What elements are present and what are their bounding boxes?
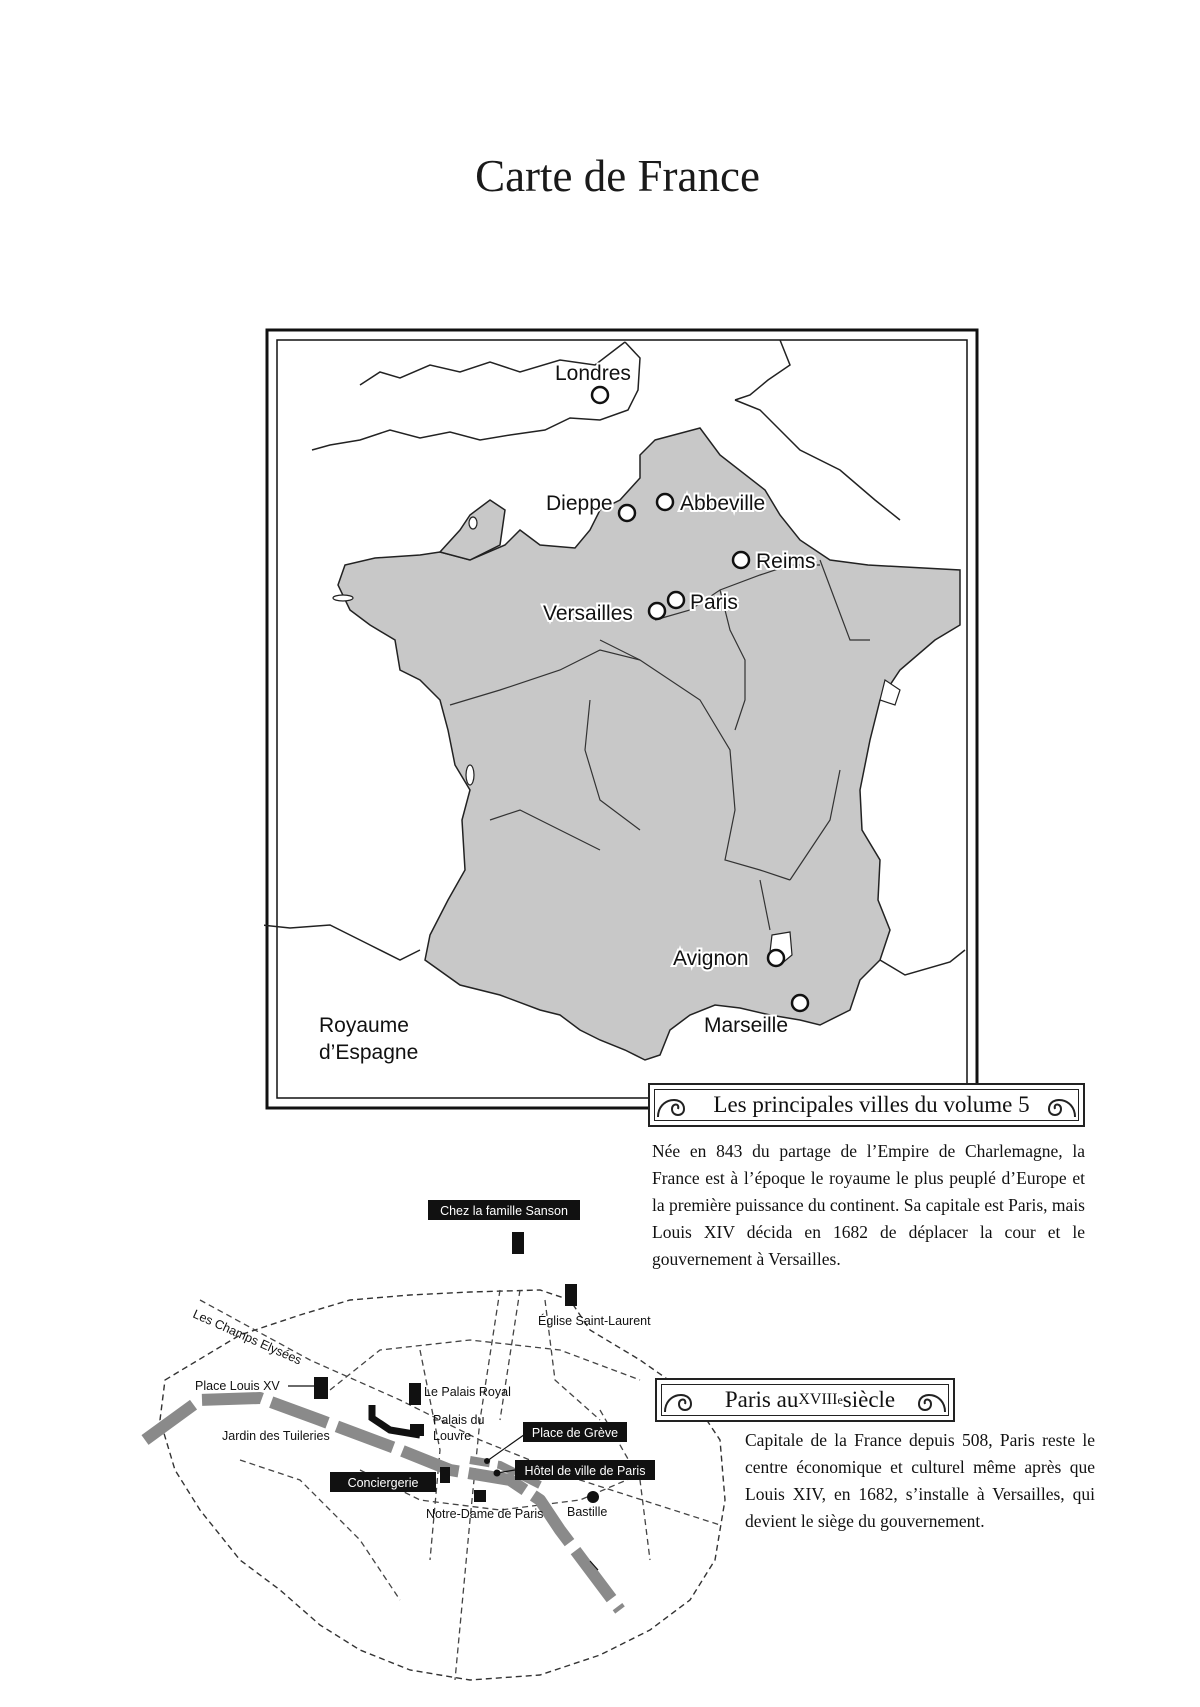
paris-banner xyxy=(655,1378,955,1422)
label-conciergerie: Conciergerie xyxy=(347,1476,419,1490)
island xyxy=(469,517,477,529)
eglise-marker xyxy=(565,1284,577,1306)
city-marker-avignon xyxy=(768,950,784,966)
city-marker-dieppe xyxy=(619,505,635,521)
label-notre-dame: Notre-Dame de Paris xyxy=(426,1507,544,1521)
label-place-louis: Place Louis XV xyxy=(195,1379,280,1393)
villes-text: Née en 843 du partage de l’Empire de Charlemagne, la France est à l’époque le royaume le plus peuplé d’Europe et la première puissance du continent. Sa capitale est Paris, mais Louis XIV décida en 1682 de déplacer la cour et le gouvernement à Versailles. xyxy=(652,1141,1085,1269)
label-sanson: Chez la famille Sanson xyxy=(440,1204,568,1218)
region-label-line2: d’Espagne xyxy=(319,1041,419,1064)
paris-map xyxy=(130,1180,730,1700)
city-marker-reims xyxy=(733,552,749,568)
city-marker-paris xyxy=(668,592,684,608)
page-title: Carte de France xyxy=(475,151,760,201)
island xyxy=(333,595,353,601)
city-label-avignon: Avignon xyxy=(673,947,749,970)
label-palais-royal: Le Palais Royal xyxy=(424,1385,511,1399)
paris-text: Capitale de la France depuis 508, Paris reste le centre économique et culturel même après que Louis XIV, en 1682, s’installe à Versailles, qui devient le siège du gouvernement. xyxy=(745,1430,1095,1531)
ornament-icon xyxy=(913,1382,949,1418)
conciergerie-marker xyxy=(440,1467,450,1483)
palais-louvre-marker xyxy=(410,1424,424,1436)
villes-title: Les principales villes du volume 5 xyxy=(713,1092,1030,1117)
city-marker-abbeville xyxy=(657,494,673,510)
label-champs: Les Champs Elysées xyxy=(190,1306,304,1368)
label-place-greve: Place de Grève xyxy=(531,1426,619,1440)
city-label-reims: Reims xyxy=(756,550,816,573)
label-tuileries: Jardin des Tuileries xyxy=(222,1429,330,1443)
bastille-marker xyxy=(587,1491,599,1503)
city-label-marseille: Marseille xyxy=(704,1014,789,1037)
island xyxy=(466,765,474,785)
city-label-dieppe: Dieppe xyxy=(546,492,613,515)
villes-banner xyxy=(648,1083,1085,1127)
city-marker-marseille xyxy=(792,995,808,1011)
region-label-line1: Royaume xyxy=(319,1014,409,1037)
label-hotel-ville: Hôtel de ville de Paris xyxy=(524,1464,646,1478)
city-label-abbeville: Abbeville xyxy=(680,492,766,515)
city-label-londres: Londres xyxy=(555,362,631,385)
ornament-icon xyxy=(1043,1087,1079,1123)
palais-royal-marker xyxy=(409,1383,421,1405)
france-map xyxy=(264,328,980,1112)
place-louis-marker xyxy=(314,1377,328,1399)
label-bastille: Bastille xyxy=(567,1505,608,1519)
city-label-paris: Paris xyxy=(690,591,738,614)
city-label-versailles: Versailles xyxy=(543,602,633,625)
city-marker-londres xyxy=(592,387,608,403)
paris-title: Paris au XVIII e siècle xyxy=(724,1387,896,1412)
label-eglise: Église Saint-Laurent xyxy=(538,1314,651,1328)
city-marker-versailles xyxy=(649,603,665,619)
ornament-icon xyxy=(654,1087,690,1123)
label-palais-louvre-2: Louvre xyxy=(433,1429,472,1443)
ornament-icon xyxy=(661,1382,697,1418)
label-palais-louvre-1: Palais du xyxy=(433,1413,485,1427)
sanson-marker xyxy=(512,1232,524,1254)
notre-dame-marker xyxy=(474,1490,486,1502)
